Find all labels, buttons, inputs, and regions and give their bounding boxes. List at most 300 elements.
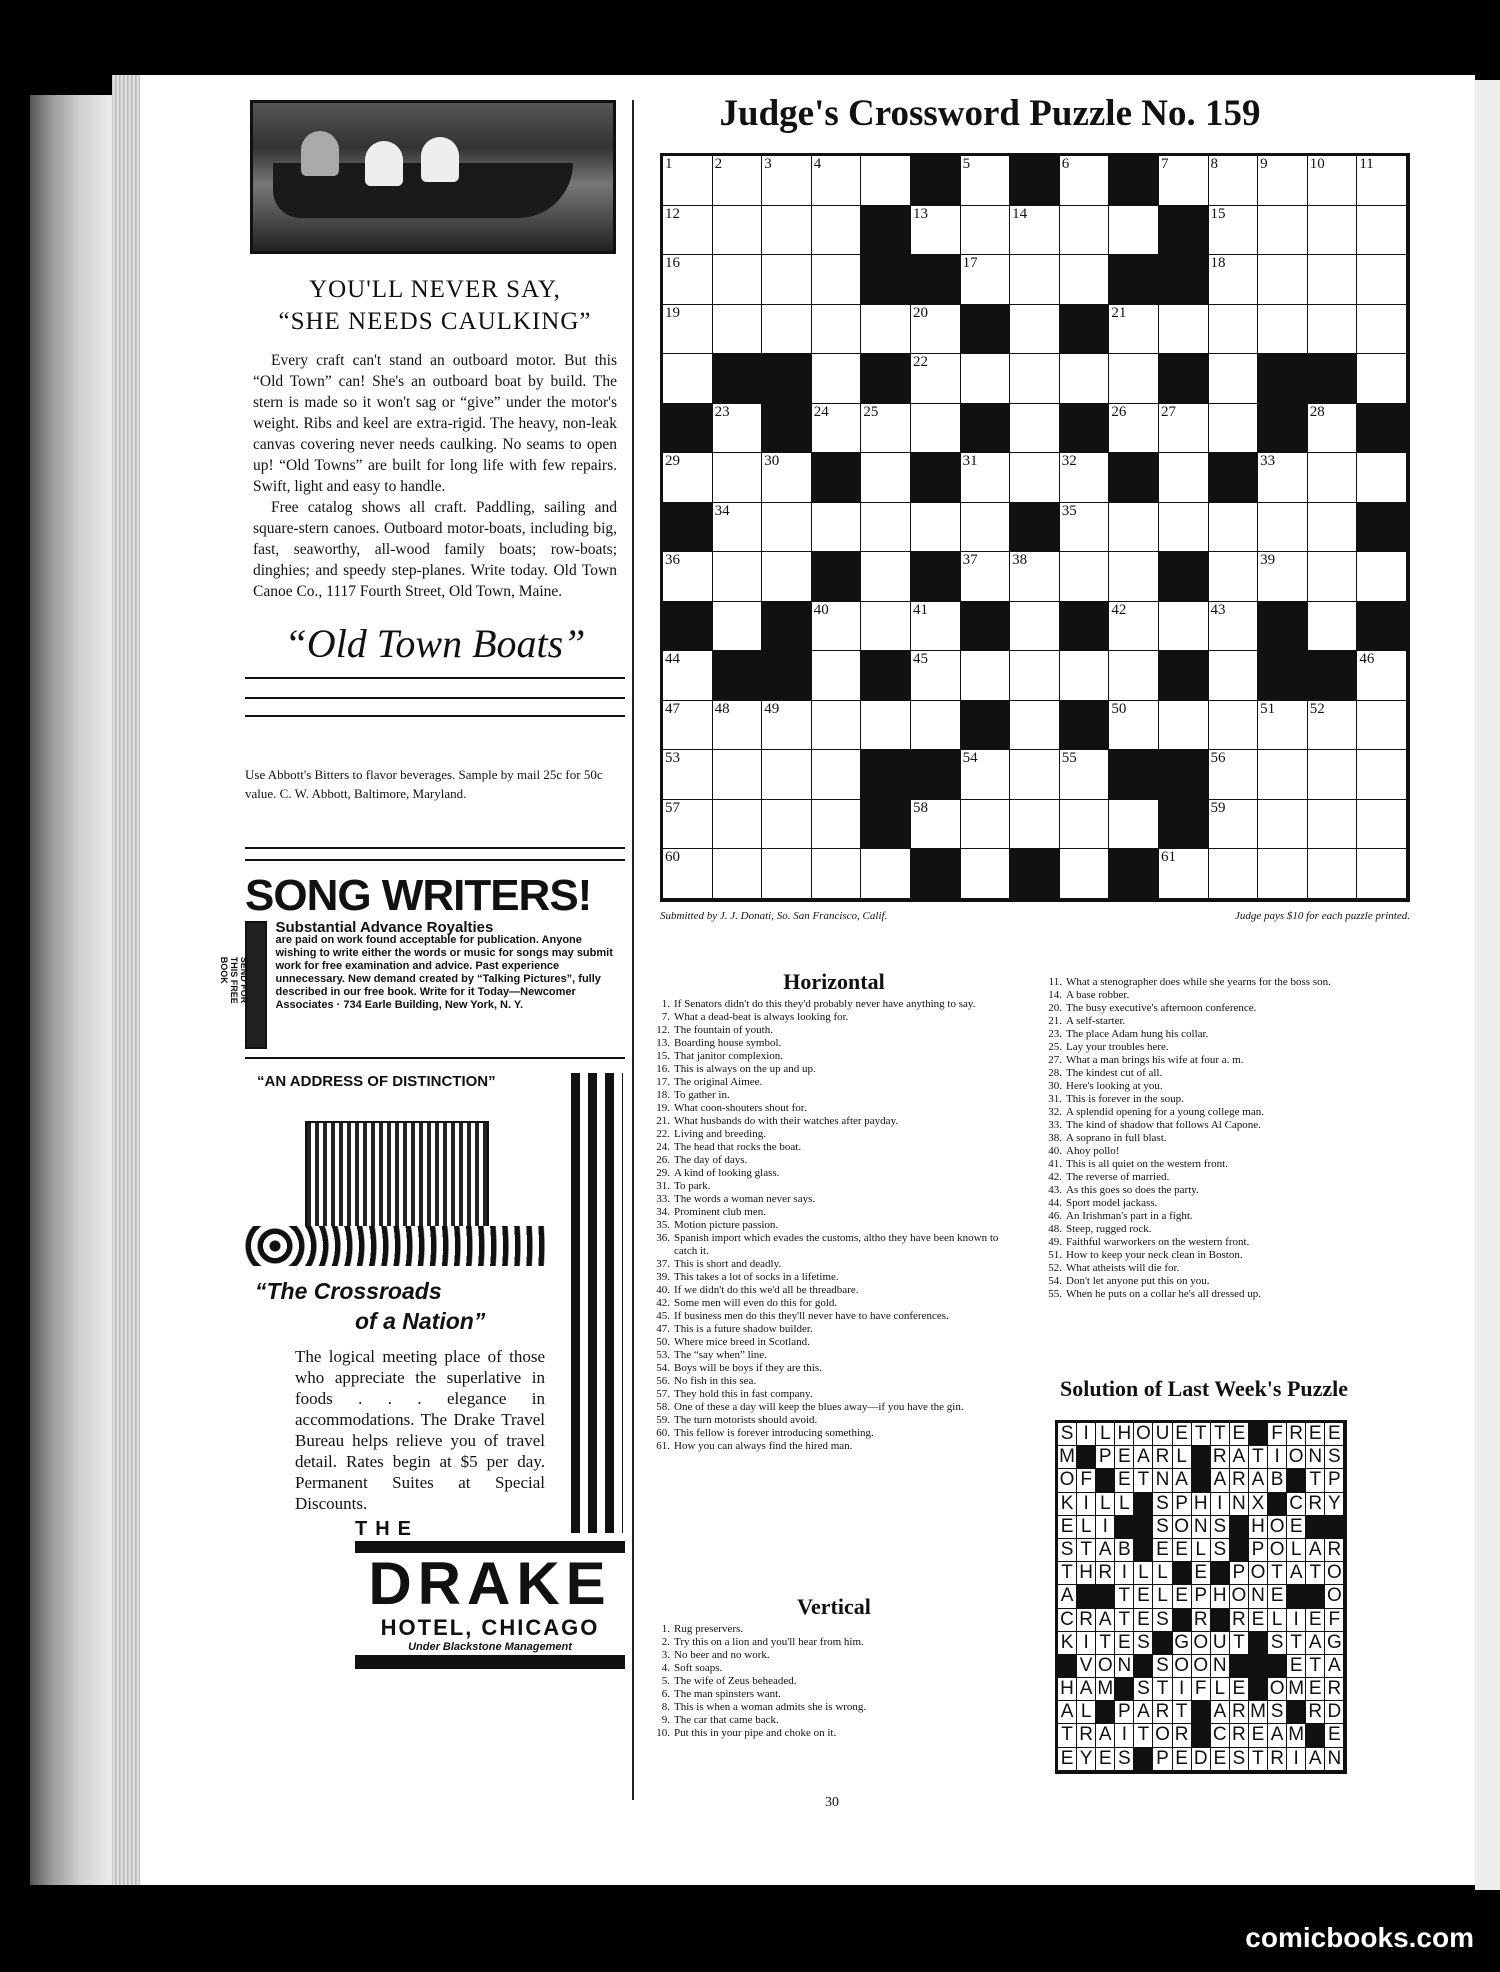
cell-number: 27 — [1160, 403, 1176, 420]
solution-letter: A — [1249, 1469, 1268, 1492]
solution-letter: R — [1230, 1469, 1249, 1492]
clue-text: Put this in your pipe and choke on it. — [674, 1727, 837, 1739]
cell-number: 55 — [1061, 750, 1077, 766]
solution-letter: O — [1192, 1655, 1211, 1678]
puzzle-cell — [1258, 206, 1308, 256]
black-square — [1258, 651, 1308, 701]
puzzle-cell — [1010, 453, 1060, 503]
solution-letter: G — [1325, 1632, 1344, 1655]
puzzle-cell — [1159, 305, 1209, 355]
black-square — [1209, 453, 1259, 503]
puzzle-cell — [1109, 651, 1159, 701]
puzzle-cell — [911, 404, 961, 454]
puzzle-cell — [1308, 800, 1358, 850]
solution-letter: N — [1153, 1469, 1172, 1492]
solution-letter: R — [1192, 1609, 1211, 1632]
clue — [1040, 1145, 1420, 1158]
cell-number: 34 — [714, 502, 730, 519]
solution-letter: L — [1096, 1423, 1115, 1446]
clue-text: That janitor complexion. — [674, 1050, 784, 1062]
solution-letter: U — [1153, 1423, 1172, 1446]
clue-number: 40. — [1048, 1145, 1062, 1157]
puzzle-cell — [1010, 800, 1060, 850]
black-square — [861, 354, 911, 404]
clue-text: How you can always find the hired man. — [674, 1440, 853, 1452]
puzzle-cell — [1308, 552, 1358, 602]
old-town-brand: “Old Town Boats” — [284, 621, 586, 666]
cell-number: 3 — [764, 156, 772, 172]
puzzle-cell — [1308, 255, 1358, 305]
cell-number: 42 — [1111, 601, 1127, 618]
clue-text: Sport model jackass. — [1066, 1197, 1158, 1209]
puzzle-title: Judge's Crossword Puzzle No. 159 — [719, 93, 1261, 134]
solution-black-square — [1230, 1539, 1249, 1562]
solution-letter: L — [1211, 1678, 1230, 1701]
solution-letter: T — [1115, 1585, 1134, 1608]
clue — [648, 1063, 1020, 1076]
solution-letter: V — [1077, 1655, 1096, 1678]
clue-number: 41. — [1048, 1158, 1062, 1170]
puzzle-cell — [1258, 552, 1308, 602]
puzzle-cell — [1010, 651, 1060, 701]
puzzle-cell — [1010, 552, 1060, 602]
clue-number: 44. — [1048, 1197, 1062, 1209]
black-square — [1060, 701, 1110, 751]
puzzle-cell — [1010, 305, 1060, 355]
solution-letter: A — [1325, 1655, 1344, 1678]
clue — [648, 1388, 1020, 1401]
clue — [1040, 1093, 1420, 1106]
solution-letter: S — [1153, 1516, 1172, 1539]
puzzle-cell — [1010, 255, 1060, 305]
cell-number: 15 — [1210, 205, 1226, 222]
puzzle-cell — [1060, 552, 1110, 602]
puzzle-cell — [1308, 849, 1358, 899]
drake-logo — [355, 1518, 625, 1669]
puzzle-cell — [1060, 849, 1110, 899]
puzzle-cell — [663, 701, 713, 751]
clue-number: 49. — [1048, 1236, 1062, 1248]
clue-text: The day of days. — [674, 1154, 748, 1166]
clue-text: Ahoy pollo! — [1066, 1145, 1120, 1157]
clue-number: 59. — [656, 1414, 670, 1426]
black-square — [1010, 503, 1060, 553]
clue-text: The busy executive's afternoon conference. — [1066, 1002, 1257, 1014]
cell-number: 12 — [665, 205, 680, 222]
solution-letter: T — [1115, 1609, 1134, 1632]
solution-letter: L — [1287, 1539, 1306, 1562]
solution-black-square — [1192, 1724, 1211, 1747]
clue-number: 43. — [1048, 1184, 1062, 1196]
solution-letter: F — [1192, 1678, 1211, 1701]
puzzle-cell — [911, 602, 961, 652]
solution-letter: O — [1325, 1562, 1344, 1585]
solution-letter: A — [1096, 1609, 1115, 1632]
solution-letter: R — [1096, 1562, 1115, 1585]
solution-letter: M — [1096, 1678, 1115, 1701]
puzzle-cell — [1060, 503, 1110, 553]
solution-letter: E — [1173, 1539, 1192, 1562]
clue-text: Here's looking at you. — [1066, 1080, 1163, 1092]
solution-letter: N — [1192, 1516, 1211, 1539]
clue — [648, 1115, 1020, 1128]
solution-letter: F — [1268, 1423, 1287, 1446]
clue-text: What a dead-beat is always looking for. — [674, 1011, 849, 1023]
solution-letter: N — [1115, 1655, 1134, 1678]
solution-letter: E — [1173, 1748, 1192, 1771]
solution-letter: A — [1134, 1701, 1153, 1724]
puzzle-cell — [713, 552, 763, 602]
black-square — [1060, 404, 1110, 454]
puzzle-cell — [961, 800, 1011, 850]
solution-letter: T — [1268, 1562, 1287, 1585]
clue — [1040, 1288, 1420, 1301]
black-square — [812, 552, 862, 602]
solution-letter: E — [1230, 1678, 1249, 1701]
solution-black-square — [1173, 1609, 1192, 1632]
clue — [648, 1037, 1020, 1050]
cell-number: 9 — [1260, 156, 1268, 172]
cell-number: 61 — [1160, 849, 1176, 865]
puzzle-cell — [1060, 206, 1110, 256]
solution-letter: E — [1287, 1516, 1306, 1539]
vertical-clues — [648, 1594, 1020, 1740]
puzzle-cell — [812, 206, 862, 256]
clue-text: What coon-shouters shout for. — [674, 1102, 807, 1114]
clue-number: 15. — [656, 1050, 670, 1062]
cell-number: 23 — [714, 403, 730, 420]
solution-black-square — [1134, 1516, 1153, 1539]
solution-black-square — [1096, 1585, 1115, 1608]
puzzle-cell — [861, 156, 911, 206]
clue — [648, 1701, 1020, 1714]
divider — [245, 697, 625, 699]
clue-text: They hold this in fast company. — [674, 1388, 813, 1400]
solution-letter: T — [1096, 1632, 1115, 1655]
puzzle-cell — [762, 206, 812, 256]
solution-black-square — [1306, 1724, 1325, 1747]
puzzle-cell — [1308, 701, 1358, 751]
solution-letter: S — [1115, 1748, 1134, 1771]
solution-letter: E — [1153, 1539, 1172, 1562]
old-town-paragraph-1: Every craft can't stand an outboard motor. But this “Old Town” can! She's an outboard boat by build. The stern is made so it won't sag or “give” under the motor's weight. Ribs and keel are extra-rigid. The heavy, non-leak canvas covering never needs caulking. No seams to open up! “Old Towns” are built for long life with few repairs. Swift, light and easy to handle. — [253, 352, 617, 495]
clue-text: If business men do this they'll never have to have conferences. — [674, 1310, 949, 1322]
puzzle-cell — [1209, 255, 1259, 305]
solution-letter: L — [1268, 1609, 1287, 1632]
solution-letter: P — [1096, 1446, 1115, 1469]
puzzle-cell — [1209, 849, 1259, 899]
clue — [1040, 1132, 1420, 1145]
clue — [648, 1206, 1020, 1219]
drake-tagline: “AN ADDRESS OF DISTINCTION” — [257, 1073, 496, 1090]
puzzle-cell — [1109, 800, 1159, 850]
puzzle-cell — [1060, 156, 1110, 206]
clue — [648, 1128, 1020, 1141]
old-town-body — [253, 350, 617, 602]
clue — [1040, 1262, 1420, 1275]
puzzle-cell — [1060, 800, 1110, 850]
solution-letter: R — [1230, 1609, 1249, 1632]
clue — [648, 1662, 1020, 1675]
drake-body: The logical meeting place of those who appreciate the superlative in foods . . . elegance in accommodations. The Drake Travel Bureau helps relieve you of travel detail. Rates begin at $5 per day. Permanent Suites at Special Discounts. — [295, 1347, 545, 1513]
divider — [245, 715, 625, 717]
clue — [648, 1167, 1020, 1180]
clue — [648, 1024, 1020, 1037]
puzzle-cell — [911, 305, 961, 355]
puzzle-cell — [1258, 255, 1308, 305]
solution-letter: S — [1268, 1701, 1287, 1724]
puzzle-cell — [812, 849, 862, 899]
clue — [648, 1154, 1020, 1167]
clue-text: This is always on the up and up. — [674, 1063, 816, 1075]
puzzle-cell — [762, 552, 812, 602]
clue-text: This is when a woman admits she is wrong. — [674, 1701, 867, 1713]
black-square — [762, 651, 812, 701]
clue-text: What husbands do with their watches after payday. — [674, 1115, 899, 1127]
puzzle-cell — [1308, 404, 1358, 454]
solution-letter: O — [1096, 1655, 1115, 1678]
puzzle-cell — [812, 503, 862, 553]
puzzle-cell — [1109, 305, 1159, 355]
solution-letter: E — [1306, 1423, 1325, 1446]
puzzle-cell — [1159, 404, 1209, 454]
cell-number: 13 — [912, 205, 928, 222]
clue-text: The man spinsters want. — [674, 1688, 781, 1700]
puzzle-cell — [713, 305, 763, 355]
puzzle-cell — [1010, 701, 1060, 751]
old-town-headline — [245, 274, 625, 338]
solution-letter: S — [1325, 1446, 1344, 1469]
cell-number: 6 — [1061, 156, 1070, 172]
puzzle-cell — [1357, 800, 1407, 850]
solution-letter: E — [1211, 1748, 1230, 1771]
solution-letter: R — [1325, 1539, 1344, 1562]
puzzle-cell — [1209, 206, 1259, 256]
black-square — [1357, 503, 1407, 553]
solution-letter: P — [1115, 1701, 1134, 1724]
puzzle-cell — [961, 849, 1011, 899]
clue-number: 35. — [656, 1219, 670, 1231]
solution-letter: O — [1192, 1632, 1211, 1655]
puzzle-cell — [961, 156, 1011, 206]
clue-number: 54. — [1048, 1275, 1062, 1287]
puzzle-cell — [713, 503, 763, 553]
solution-letter: T — [1249, 1446, 1268, 1469]
cell-number: 50 — [1111, 700, 1127, 717]
black-square — [713, 354, 763, 404]
puzzle-cell — [1357, 354, 1407, 404]
puzzle-cell — [1010, 602, 1060, 652]
cell-number: 32 — [1061, 453, 1077, 469]
solution-letter: T — [1077, 1539, 1096, 1562]
clue-number: 29. — [656, 1167, 670, 1179]
puzzle-cell — [1209, 305, 1259, 355]
clue — [1040, 989, 1420, 1002]
clue-number: 16. — [656, 1063, 670, 1075]
solution-black-square — [1115, 1516, 1134, 1539]
puzzle-cell — [713, 404, 763, 454]
clue-text: To park. — [674, 1180, 711, 1192]
vertical-title: Vertical — [797, 1594, 871, 1619]
solution-letter: A — [1173, 1469, 1192, 1492]
solution-black-square — [1287, 1469, 1306, 1492]
solution-letter: T — [1134, 1724, 1153, 1747]
solution-black-square — [1268, 1655, 1287, 1678]
column-divider — [632, 100, 634, 1800]
puzzle-cell — [762, 701, 812, 751]
clue-text: The reverse of married. — [1066, 1171, 1170, 1183]
solution-letter: N — [1306, 1446, 1325, 1469]
clue-text: The head that rocks the boat. — [674, 1141, 802, 1153]
solution-black-square — [1192, 1469, 1211, 1492]
cell-number: 46 — [1359, 651, 1375, 667]
clue-number: 9. — [661, 1714, 670, 1726]
clue-number: 11. — [1048, 976, 1062, 988]
puzzle-cell — [1159, 849, 1209, 899]
black-square — [1159, 800, 1209, 850]
solution-letter: T — [1058, 1562, 1077, 1585]
slogan-line-2: of a Nation” — [355, 1308, 486, 1334]
puzzle-cell — [663, 354, 713, 404]
puzzle-cell — [812, 156, 862, 206]
clue-text: Spanish import which evades the customs, altho they have been known to catch it. — [674, 1232, 999, 1257]
solution-letter: S — [1058, 1423, 1077, 1446]
cell-number: 30 — [764, 453, 780, 469]
puzzle-cell — [812, 255, 862, 305]
solution-letter: I — [1173, 1678, 1192, 1701]
clue-number: 60. — [656, 1427, 670, 1439]
puzzle-cell — [663, 156, 713, 206]
solution-letter: O — [1268, 1516, 1287, 1539]
solution-black-square — [1306, 1585, 1325, 1608]
puzzle-cell — [1209, 750, 1259, 800]
slogan-line-1: “The Crossroads — [255, 1278, 442, 1304]
cell-number: 36 — [665, 552, 680, 568]
black-square — [1258, 602, 1308, 652]
black-square — [762, 602, 812, 652]
puzzle-cell — [1357, 701, 1407, 751]
clue-text: This fellow is forever introducing something. — [674, 1427, 874, 1439]
black-square — [911, 849, 961, 899]
puzzle-cell — [663, 305, 713, 355]
black-square — [961, 404, 1011, 454]
solution-letter: E — [1173, 1585, 1192, 1608]
solution-letter: P — [1192, 1585, 1211, 1608]
puzzle-cell — [663, 552, 713, 602]
black-square — [1159, 354, 1209, 404]
puzzle-cell — [911, 701, 961, 751]
clue-number: 6. — [661, 1688, 670, 1700]
solution-letter: R — [1306, 1493, 1325, 1516]
puzzle-cell — [713, 701, 763, 751]
solution-letter: O — [1134, 1423, 1153, 1446]
black-square — [1159, 255, 1209, 305]
clue-number: 23. — [1048, 1028, 1062, 1040]
solution-letter: A — [1077, 1678, 1096, 1701]
clue-text: The car that came back. — [674, 1714, 779, 1726]
clue — [1040, 1249, 1420, 1262]
clue-number: 31. — [1048, 1093, 1062, 1105]
puzzle-cell — [1258, 156, 1308, 206]
clue — [648, 1714, 1020, 1727]
solution-letter: I — [1077, 1493, 1096, 1516]
solution-black-square — [1077, 1585, 1096, 1608]
solution-letter: L — [1192, 1539, 1211, 1562]
puzzle-cell — [1258, 849, 1308, 899]
puzzle-cell — [861, 503, 911, 553]
solution-letter: O — [1173, 1516, 1192, 1539]
black-square — [861, 800, 911, 850]
black-square — [911, 453, 961, 503]
solution-letter: C — [1287, 1493, 1306, 1516]
judge-pays: Judge pays $10 for each puzzle printed. — [1234, 910, 1410, 922]
solution-letter: E — [1058, 1748, 1077, 1771]
puzzle-cell — [911, 206, 961, 256]
puzzle-cell — [1209, 800, 1259, 850]
clue-number: 1. — [661, 998, 670, 1010]
solution-letter: E — [1306, 1678, 1325, 1701]
clue-number: 17. — [656, 1076, 670, 1088]
solution-letter: I — [1077, 1632, 1096, 1655]
black-square — [1109, 255, 1159, 305]
puzzle-cell — [1109, 206, 1159, 256]
solution-letter: P — [1230, 1562, 1249, 1585]
solution-letter: K — [1058, 1632, 1077, 1655]
solution-grid — [1055, 1420, 1347, 1774]
cell-number: 44 — [665, 651, 680, 667]
solution-letter: A — [1096, 1724, 1115, 1747]
clue-number: 52. — [1048, 1262, 1062, 1274]
puzzle-cell — [1258, 305, 1308, 355]
clue-number: 33. — [1048, 1119, 1062, 1131]
solution-letter: I — [1268, 1446, 1287, 1469]
solution-letter: B — [1268, 1469, 1287, 1492]
clue-number: 61. — [656, 1440, 670, 1452]
solution-letter: E — [1287, 1655, 1306, 1678]
solution-black-square — [1249, 1678, 1268, 1701]
clue — [648, 1310, 1020, 1323]
clue-number: 45. — [656, 1310, 670, 1322]
solution-letter: N — [1211, 1655, 1230, 1678]
hotel-illustration — [245, 1096, 545, 1276]
cell-number: 11 — [1359, 156, 1374, 172]
solution-letter: C — [1211, 1724, 1230, 1747]
solution-black-square — [1230, 1516, 1249, 1539]
solution-letter: E — [1230, 1423, 1249, 1446]
cell-number: 7 — [1160, 156, 1169, 172]
solution-letter: A — [1306, 1632, 1325, 1655]
clue — [1040, 1158, 1420, 1171]
cell-number: 26 — [1111, 403, 1127, 420]
clue — [648, 1011, 1020, 1024]
black-square — [961, 602, 1011, 652]
black-square — [861, 206, 911, 256]
cell-number: 25 — [863, 403, 879, 420]
black-square — [663, 503, 713, 553]
solution-letter: S — [1211, 1539, 1230, 1562]
solution-letter: F — [1077, 1469, 1096, 1492]
horizontal-clues — [648, 969, 1020, 1453]
watermark: comicbooks.com — [1245, 1922, 1474, 1953]
headline-line-1: YOU'LL NEVER SAY, — [309, 276, 561, 303]
black-square — [961, 701, 1011, 751]
clue-text: A kind of looking glass. — [674, 1167, 780, 1179]
cell-number: 59 — [1210, 799, 1226, 816]
black-square — [1159, 651, 1209, 701]
clue — [648, 1401, 1020, 1414]
clue-text: One of these a day will keep the blues away—if you have the gin. — [674, 1401, 964, 1413]
clue — [648, 1649, 1020, 1662]
